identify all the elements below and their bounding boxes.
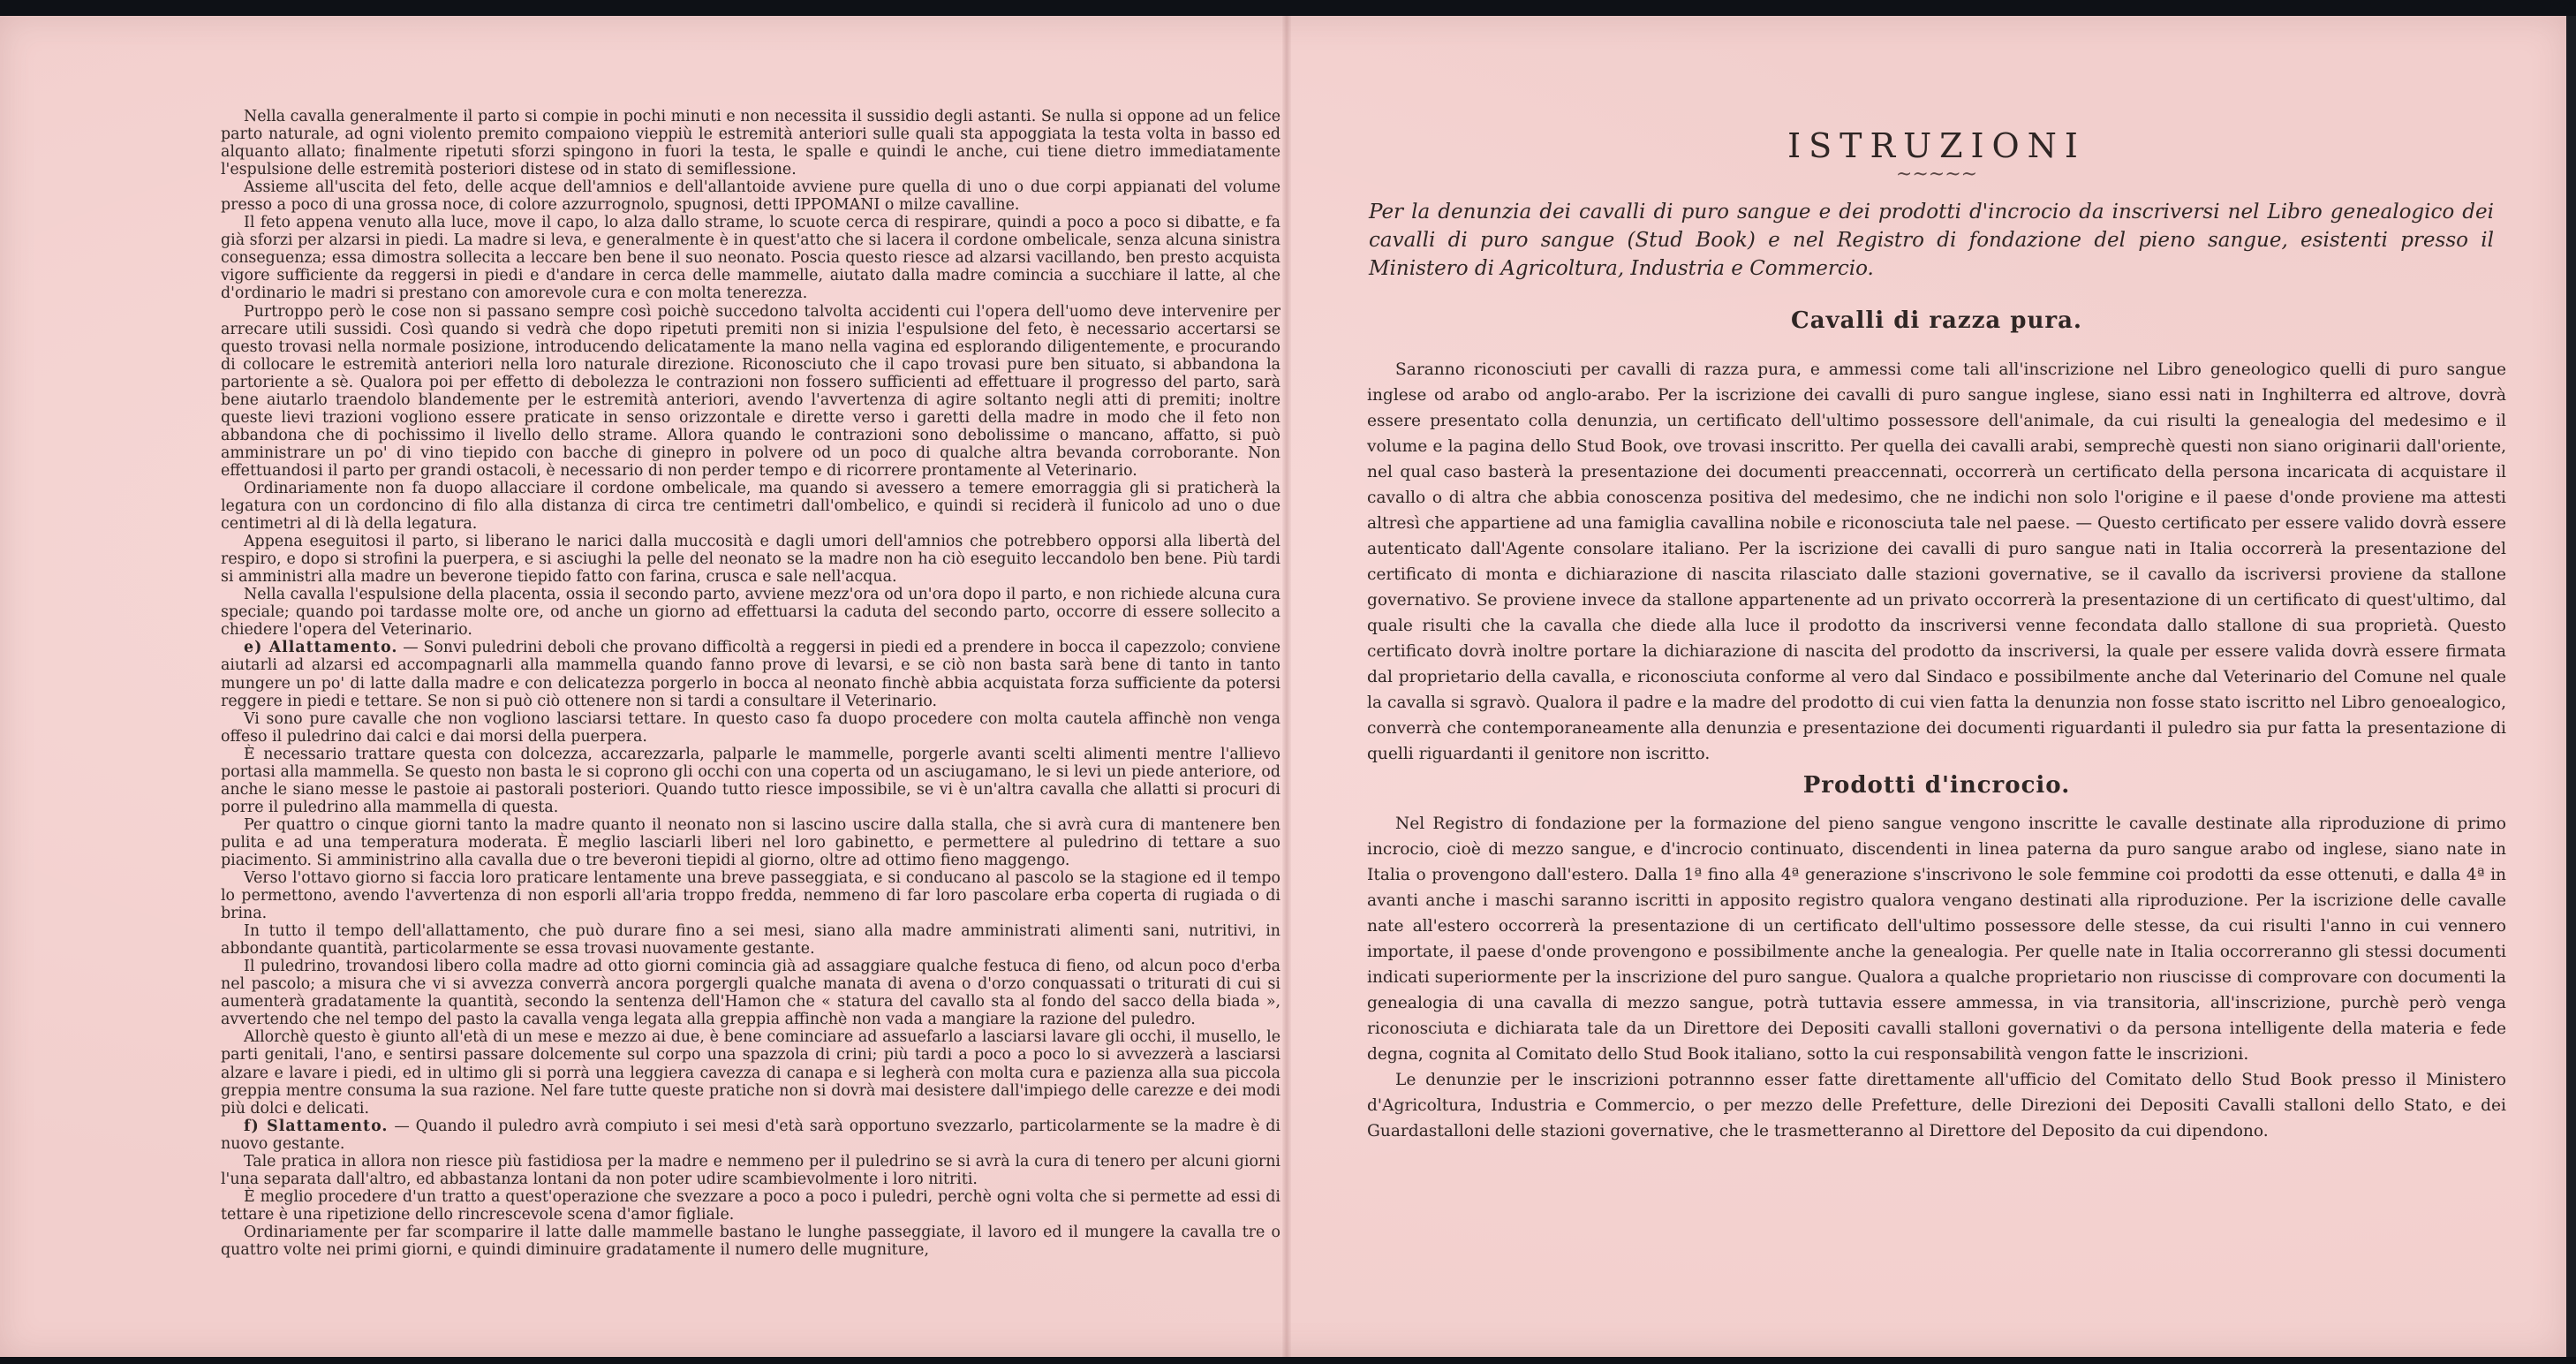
section-heading-slattamento: f) Slattamento. [244,1117,389,1135]
intro-paragraph: Per la denunzia dei cavalli di puro sangue e dei prodotti d'incrocio da inscriversi nel Libro genealogico dei cavalli di puro sangue (Stud Book) e nel Registro di fondazione del pieno sangue, esistenti presso il Ministero di Agricoltura, Industria e Commercio. [1369,201,2494,280]
page-title: ISTRUZIONI [1787,126,2086,165]
paragraph: Vi sono pure cavalle che non vogliono lasciarsi tettare. In questo caso fa duopo procedere con molta cautela affinchè non venga offeso il puledrino dai calci e dai morsi della puerpera. [221,709,1280,746]
paragraph [221,639,1280,709]
title-ornament: ~~~~~ [1895,163,1978,186]
paragraph: Saranno riconosciuti per cavalli di razza pura, e ammessi come tali all'inscrizione nel Libro geneologico quelli di puro sangue inglese od arabo od anglo-arabo. Per la iscrizione dei cavalli di puro sangue inglese, siano essi nati in Inghilterra ed altrove, dovrà essere presentato colla denunzia, un certificato dell'ultimo possessore dell'animale, da cui risulti la genealogia del medesimo e il volume e la pagina dello Stud Book, ove trovasi inscritto. Per quella dei cavalli arabi, semprechè questi non siano originarii dall'oriente, nel qual caso basterà la presentazione dei documenti preaccennati, occorrerà un certificato della persona incaricata di acquistare il cavallo o di altra che abbia conoscenza positiva del medesimo, che ne indichi non solo l'origine e il paese d'onde proviene ma attesti altresì che appartiene ad una famiglia cavallina nobile e riconosciuta tale nel paese. — Questo certificato per essere valido dovrà essere autenticato dall'Agente consolare italiano. Per la iscrizione dei cavalli di puro sangue nati in Italia occorrerà la presentazione del certificato di monta e dichiarazione di nascita rilasciato dalle stazioni governative, se il cavallo da iscriversi proviene da stallone governativo. Se proviene invece da stallone appartenente ad un privato occorrerà la presentazione di un certificato di quest'ultimo, dal quale risulti che la cavalla che diede alla luce il prodotto da inscriversi venne fecondata dallo stallone di sua proprietà. Questo certificato dovrà inoltre portare la dichiarazione di nascita del prodotto da inscriversi, la quale per essere valida dovrà essere firmata dal proprietario della cavalla, e riconosciuta conforme al vero dal Sindaco e possibilmente anche dal Veterinario del Comune nel quale la cavalla si sgravò. Qualora il padre e la madre del prodotto di cui vien fatta la denunzia non fosse stato iscritto nel Libro genoealogico, converrà che contemporaneamente alla denunzia e presentazione dei documenti riguardanti il puledro sia pur fatta la presentazione di quelli riguardanti il genitore non iscritto. [1367,360,2506,763]
page-fold [1282,16,1291,1357]
paragraph: Nella cavalla l'espulsione della placenta, ossia il secondo parto, avviene mezz'ora od un'ora dopo il parto, e non richiede alcuna cura speciale; quando poi tardasse molte ore, od anche un giorno ad effettuarsi la caduta del secondo parto, occorre di essere sollecito a chiedere l'opera del Veterinario. [221,586,1280,640]
section-heading-allattamento: e) Allattamento. [244,639,398,657]
paragraph: Tale pratica in allora non riesce più fastidiosa per la madre e nemmeno per il puledrino se si avrà la cura di tenero per alcuni giorni l'una separata dall'altro, ed abbastanza lontani da non poter udire scambievolmente i loro nitriti. [221,1152,1280,1188]
paragraph: Appena eseguitosi il parto, si liberano le narici dalla muccosità e dagli umori dell'amnios che potrebbero opporsi alla libertà del respiro, e dopo si strofini la puerpera, e si asciughi la pelle del neonato se la madre non ha ciò eseguito leccandolo ben bene. Più tardi si amministri alla madre un beverone tiepido fatto con farina, crusca e sale nell'acqua. [221,533,1280,587]
paragraph [221,1118,1280,1153]
paragraph-text: — Sonvi puledrini deboli che provano difficoltà a reggersi in piedi ed a prendere in bocca il capezzolo; conviene aiutarli ad alzarsi ed accompagnarli alla mammella quando fanno prove di levarsi, e se ciò non basta sarà bene di tanto in tanto mungere un po' di latte dalla madre e con delicatezza porgerlo in bocca al neonato finchè abbia acquistata forza sufficiente da potersi reggere in piedi e tettare. Se non si può ciò ottenere non si tardi a consultare il Veterinario. [221,639,1280,710]
heading-prodotti-incrocio: Prodotti d'incrocio. [1802,772,2071,799]
heading-cavalli-razza-pura: Cavalli di razza pura. [1791,307,2082,334]
paragraph: Il puledrino, trovandosi libero colla madre ad otto giorni comincia già ad assaggiare qualche festuca di fieno, od alcun poco d'erba nel pascolo; a misura che vi si avvezza converrà ancora porgergli qualche manata di avena o d'orzo conquassati o triturati di cui si aumenterà gradatamente la quantità, secondo la sentenza dell'Hamon che « statura del cavallo sta al fondo del sacco della biada », avvertendo che nel tempo del pasto la cavalla venga legata alla greppia affinchè non vada a mangiare la razione del puledro. [221,958,1280,1029]
paragraph: Assieme all'uscita del feto, delle acque dell'amnios e dell'allantoide avviene pure quella di uno o due corpi appianati del volume presso a poco di una grossa noce, di colore azzurrognolo, spugnosi, detti IPPOMANI o milze cavalline. [221,178,1280,215]
paragraph: Purtroppo però le cose non si passano sempre così poichè succedono talvolta accidenti cui l'opera dell'uomo deve intervenire per arrecare utili sussidi. Così quando si vedrà che dopo ripetuti premiti non si inizia l'espulsione del feto, è necessario accertarsi se questo trovasi nella normale posizione, introducendo delicatamente la mano nella vagina ed esplorando diligentemente, e procurando di collocare le estremità anteriori nella loro naturale direzione. Riconosciuto che il capo trovasi pure ben situato, si abbandona la partoriente a sè. Qualora poi per effetto di debolezza le contrazioni non fossero sufficienti ad effettuare il progresso del parto, sarà bene aiutarlo traendolo blandemente per le estremità anteriori, avendo l'avvertenza di agire soltanto negli atti di premiti; inoltre queste lievi trazioni vogliono essere praticate in senso orizzontale e dirette verso i garetti della madre in modo che il feto non abbandona che di pochissimo il livello dello strame. Allora quando le contrazioni sono debolissime o mancano, affatto, si può amministrare un po' di vino tiepido con bacche di ginepro in polvere od un poco di qualche altra bevanda corroborante. Non effettuandosi il parto per grandi ostacoli, è necessario di non perder tempo e di ricorrere prontamente al Veterinario. [221,302,1280,480]
left-page [221,108,1280,1259]
paragraph-text: — Quando il puledro avrà compiuto i sei mesi d'età sarà opportuno svezzarlo, particolarmente se la madre è di nuovo gestante. [221,1117,1280,1153]
document-sheet [0,16,2566,1357]
paragraph: Il feto appena venuto alla luce, move il capo, lo alza dallo strame, lo scuote cerca di respirare, quindi a poco a poco si dibatte, e fa già sforzi per alzarsi in piedi. La madre si leva, e generalmente è in quest'atto che si lacera il cordone ombelicale, senza alcuna sinistra conseguenza; essa dimostra sollecita a leccare ben bene il suo neonato. Poscia questo riesce ad alzarsi vacillando, ben presto acquista vigore sufficiente da reggersi in piedi e d'andare in cerca delle mammelle, aiutato dalla madre comincia a succhiare il latte, al che d'ordinario le madri si prestano con amorevole cura e con molta tenerezza. [221,214,1280,303]
paragraph: Nel Registro di fondazione per la formazione del pieno sangue vengono inscritte le cavalle destinate alla riproduzione di primo incrocio, cioè di mezzo sangue, e d'incrocio continuato, discendenti in linea paterna da puro sangue arabo od inglese, siano nate in Italia o provengono dall'estero. Dalla 1ª fino alla 4ª generazione s'inscrivono le sole femmine coi prodotti da esse ottenuti, e dalla 4ª in avanti anche i maschi saranno iscritti in apposito registro qualora vengano destinati alla riproduzione. Per la iscrizione delle cavalle nate all'estero occorrerà la presentazione di un certificato dell'ultimo possessore delle stesse, da cui risulti l'anno in cui vennero importate, il paese d'onde provengono e possibilmente anche la genealogia. Per quelle nate in Italia occorreranno gli stessi documenti indicati superiormente per la inscrizione del puro sangue. Qualora a qualche proprietario non riuscisse di comprovare con documenti la genealogia di una cavalla di mezzo sangue, potrà tuttavia essere ammessa, in via transitoria, all'inscrizione, purchè però venga riconosciuta e dichiarata tale da un Direttore dei Depositi cavalli stalloni governativi o da persona intelligente della materia e fede degna, cognita al Comitato dello Stud Book italiano, sotto la cui responsabilità vengon fatte le inscrizioni. [1367,815,2506,1064]
section-razza-pura [1367,357,2506,767]
section-prodotti-incrocio [1367,811,2506,1144]
scan-edge [2566,16,2576,1357]
paragraph: È necessario trattare questa con dolcezza, accarezzarla, palparle le mammelle, porgerle avanti scelti alimenti mentre l'allievo portasi alla mammella. Se questo non basta le si coprono gli occhi con una coperta od un asciugamano, le si levi un piede anteriore, od anche le siano messe le pastoie ai pastorali posteriori. Quando tutto riesce impossibile, se vi è un'altra cavalla che allatti si procuri di porre il puledrino alla mammella di questa. [221,745,1280,816]
intro-text [1367,198,2494,283]
paragraph: Allorchè questo è giunto all'età di un mese e mezzo ai due, è bene cominciare ad assuefarlo a lasciarsi lavare gli occhi, il musello, le parti genitali, l'ano, e sentirsi passare dolcemente sul corpo una spazzola di crini; più tardi a poco a poco lo si avvezzerà a lasciarsi alzare e lavare i piedi, ed in ultimo gli si porrà una leggiera cavezza di canapa e si legherà con molta cura e pazienza alla sua piccola greppia mentre consuma la sua razione. Nel fare tutte queste pratiche non si dovrà mai desistere dall'impiego delle carezze e dei modi più dolci e delicati. [221,1028,1280,1118]
paragraph: Nella cavalla generalmente il parto si compie in pochi minuti e non necessita il sussidio degli astanti. Se nulla si oppone ad un felice parto naturale, ad ogni violento premito compaiono vieppiù le estremità anteriori sulle quali sta appoggiata la testa volta in basso ed alquanto allato; finalmente ripetuti sforzi spingono in fuori la testa, le spalle e quindi le anche, cui tiene dietro immediatamente l'espulsione delle estremità posteriori distese od in stato di semiflessione. [221,108,1280,179]
paragraph: Verso l'ottavo giorno si faccia loro praticare lentamente una breve passeggiata, e si conducano al pascolo se la stagione ed il tempo lo permettono, avendo l'avvertenza di non esporli all'aria troppo fredda, nemmeno di far loro pascolare erba coperta di rugiada o di brina. [221,869,1280,923]
paragraph: In tutto il tempo dell'allattamento, che può durare fino a sei mesi, siano alla madre amministrati alimenti sani, nutritivi, in abbondante quantità, particolarmente se essa trovasi nuovamente gestante. [221,922,1280,959]
paragraph: Le denunzie per le inscrizioni potrannno esser fatte direttamente all'ufficio del Comitato dello Stud Book presso il Ministero d'Agricoltura, Industria e Commercio, o per mezzo delle Prefetture, delle Direzioni dei Depositi Cavalli stalloni dello Stato, e dei Guardastalloni delle stazioni governative, che le trasmetteranno al Direttore del Deposito da cui dipendono. [1367,1071,2506,1140]
paragraph: È meglio procedere d'un tratto a quest'operazione che svezzare a poco a poco i puledri, perchè ogni volta che si permette ad essi di tettare è una ripetizione dello rincrescevole scena d'amor figliale. [221,1187,1280,1224]
paragraph: Ordinariamente per far scomparire il latte dalle mammelle bastano le lunghe passeggiate, il lavoro ed il mungere la cavalla tre o quattro volte nei primi giorni, e quindi diminuire gradatamente il numero delle mugniture, [221,1223,1280,1259]
paragraph: Ordinariamente non fa duopo allacciare il cordone ombelicale, ma quando si avessero a temere emorraggia gli si praticherà la legatura con un cordoncino di filo alla distanza di circa tre centimetri dall'ombelico, e quindi si reciderà il funicolo ad uno o due centimetri al di là della legatura. [221,479,1280,534]
paragraph: Per quattro o cinque giorni tanto la madre quanto il neonato non si lascino uscire dalla stalla, che si avrà cura di mantenere ben pulita e ad una temperatura moderata. È meglio lasciarli liberi nel loro gabinetto, e permettere al puledrino di tettare a suo piacimento. Si amministrino alla cavalla due o tre beveroni tiepidi al giorno, oltre ad ottimo fieno maggengo. [221,815,1280,869]
right-page [1367,115,2506,1144]
